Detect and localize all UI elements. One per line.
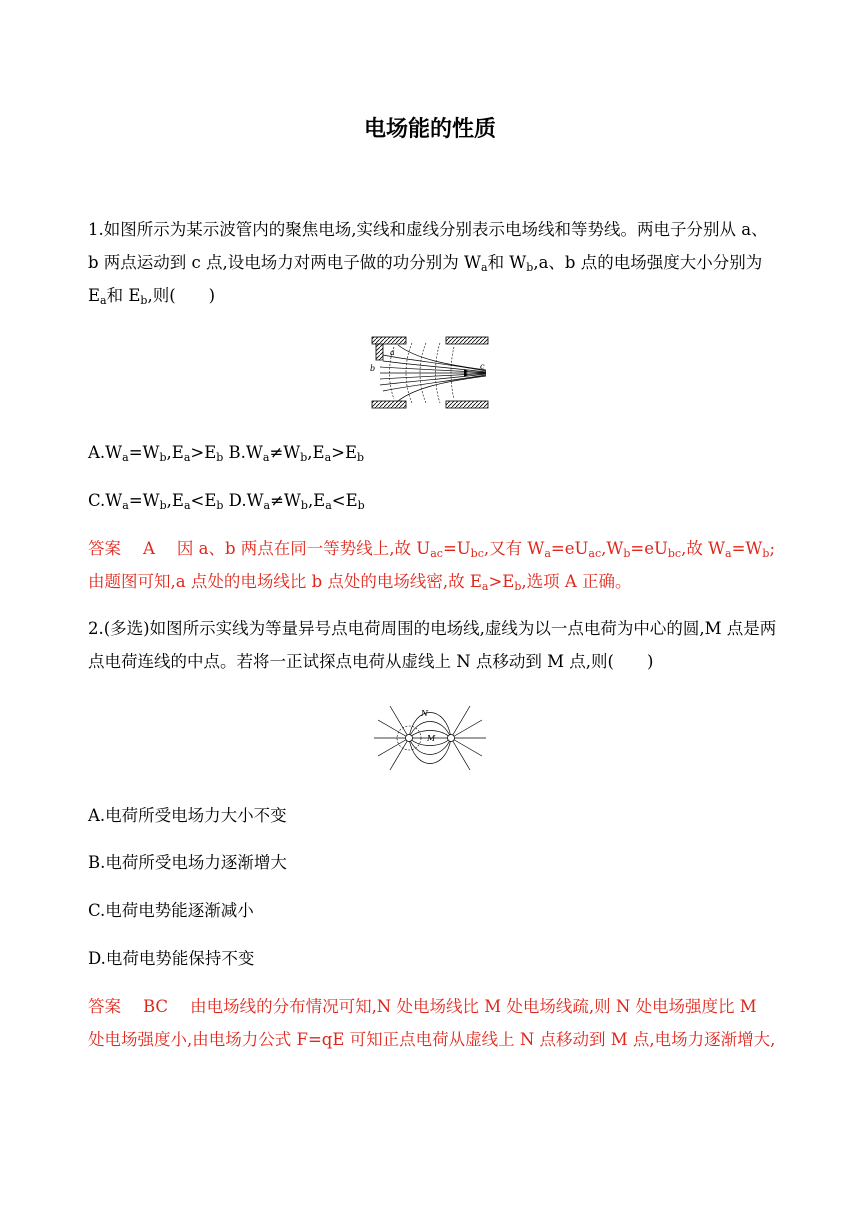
option-text: <E bbox=[190, 491, 217, 510]
sub: a bbox=[183, 451, 191, 464]
answer-key: A bbox=[143, 539, 155, 558]
option-text: ≠W bbox=[270, 491, 301, 510]
q1-stem-text: 和 W bbox=[487, 253, 527, 272]
sub: a bbox=[100, 294, 107, 307]
option-text: =W bbox=[128, 491, 160, 510]
sub: ac bbox=[588, 547, 602, 560]
answer-text: ,故 W bbox=[681, 539, 726, 558]
option-text: ,E bbox=[307, 491, 326, 510]
option-text: <E bbox=[331, 491, 358, 510]
q1-figure-focusing-field bbox=[368, 335, 492, 411]
sub: a bbox=[122, 451, 129, 464]
answer-text: ,W bbox=[601, 539, 624, 558]
q1-answer bbox=[88, 532, 778, 598]
answer-key: BC bbox=[143, 997, 169, 1016]
q1-stem bbox=[88, 213, 778, 312]
sub: b bbox=[623, 547, 631, 560]
answer-label: 答案 bbox=[88, 997, 121, 1016]
q1-stem-text: 和 E bbox=[106, 286, 141, 305]
answer-text: 因 a、b 两点在同一等势线上,故 U bbox=[176, 539, 431, 558]
field-lines bbox=[380, 345, 486, 401]
q2-answer bbox=[88, 990, 778, 1056]
q2-stem: 2.(多选)如图所示实线为等量异号点电荷周围的电场线,虚线为以一点电荷为中心的圆,M 点是两点电荷连线的中点。若将一正试探点电荷从虚线上 N 点移动到 M 点,则( ) bbox=[88, 619, 777, 671]
sub: a bbox=[324, 451, 332, 464]
sub: b bbox=[216, 451, 224, 464]
sub: b bbox=[216, 499, 224, 512]
option-text: D.W bbox=[223, 491, 264, 510]
q2-option-c: C.电荷电势能逐渐减小 bbox=[88, 901, 254, 920]
sub: a bbox=[544, 547, 551, 560]
answer-text: ,选项 A 正确。 bbox=[521, 572, 632, 591]
sub: a bbox=[262, 451, 270, 464]
electrode-top-right bbox=[446, 337, 488, 344]
sub: b bbox=[526, 261, 534, 274]
answer-text: =eU bbox=[550, 539, 589, 558]
label-c: c bbox=[480, 362, 485, 371]
sub: ac bbox=[430, 547, 443, 560]
label-M: M bbox=[427, 734, 436, 743]
q2-option-b: B.电荷所受电场力逐渐增大 bbox=[88, 853, 287, 872]
q1-stem-text: ,则( ) bbox=[147, 286, 216, 305]
q1-options-line2 bbox=[88, 484, 778, 517]
sub: a bbox=[183, 499, 191, 512]
sub: b bbox=[357, 451, 365, 464]
sub: bc bbox=[667, 547, 682, 560]
option-text: >E bbox=[331, 443, 358, 462]
answer-text: ,又有 W bbox=[483, 539, 545, 558]
q2-figure-dipole-field bbox=[372, 702, 488, 774]
option-text: A.W bbox=[88, 443, 123, 462]
answer-text: >E bbox=[488, 572, 515, 591]
sub: b bbox=[140, 294, 148, 307]
electrode-bottom-right bbox=[446, 401, 488, 408]
sub: bc bbox=[470, 547, 484, 560]
label-N: N bbox=[421, 709, 428, 718]
charge-left bbox=[406, 735, 413, 742]
sub: b bbox=[300, 451, 308, 464]
answer-text: =W bbox=[731, 539, 763, 558]
sub: a bbox=[325, 499, 332, 512]
option-text: >E bbox=[190, 443, 217, 462]
sub: b bbox=[762, 547, 770, 560]
q1-stem-text: ,a、b 点的电场强度大小分别为 E bbox=[88, 253, 763, 305]
label-a: a bbox=[390, 348, 395, 357]
sub: b bbox=[159, 499, 167, 512]
sub: a bbox=[725, 547, 732, 560]
option-text: ,E bbox=[166, 491, 184, 510]
page-title: 电场能的性质 bbox=[363, 117, 496, 142]
sub: a bbox=[263, 499, 271, 512]
electrode-bottom-left bbox=[372, 401, 406, 408]
option-text: ≠W bbox=[269, 443, 301, 462]
q1-options-line1 bbox=[88, 436, 778, 469]
q2-option-d: D.电荷电势能保持不变 bbox=[88, 949, 255, 968]
electrode-top-left bbox=[372, 337, 406, 344]
answer-text: =U bbox=[442, 539, 471, 558]
sub: a bbox=[122, 499, 129, 512]
sub: b bbox=[159, 451, 167, 464]
q2-option-a: A.电荷所受电场力大小不变 bbox=[88, 806, 287, 825]
sub: a bbox=[481, 580, 489, 593]
sub: a bbox=[481, 261, 488, 274]
answer-text: 由电场线的分布情况可知,N 处电场线比 M 处电场线疏,则 N 处电场强度比 M 处电场强度小,由电场力公式 F=qE 可知正点电荷从虚线上 N 点移动到 M 点,电场力逐渐增大, bbox=[88, 997, 776, 1049]
option-text: =W bbox=[128, 443, 160, 462]
answer-label: 答案 bbox=[88, 539, 121, 558]
electrode-top-left-lip bbox=[376, 344, 383, 360]
answer-text: ;由题图可知,a 点处的电场线比 b 点处的电场线密,故 E bbox=[88, 539, 775, 591]
option-text: ,E bbox=[307, 443, 325, 462]
label-b: b bbox=[370, 364, 376, 373]
option-text: C.W bbox=[88, 491, 123, 510]
q1-stem-text: 1.如图所示为某示波管内的聚焦电场,实线和虚线分别表示电场线和等势线。两电子分别从 a、b 两点运动到 c 点,设电场力对两电子做的功分别为 W bbox=[88, 220, 768, 272]
charge-right bbox=[448, 735, 455, 742]
option-text: B.W bbox=[223, 443, 263, 462]
sub: b bbox=[514, 580, 522, 593]
sub: b bbox=[300, 499, 308, 512]
sub: b bbox=[357, 499, 365, 512]
option-text: ,E bbox=[166, 443, 184, 462]
answer-text: =eU bbox=[630, 539, 668, 558]
